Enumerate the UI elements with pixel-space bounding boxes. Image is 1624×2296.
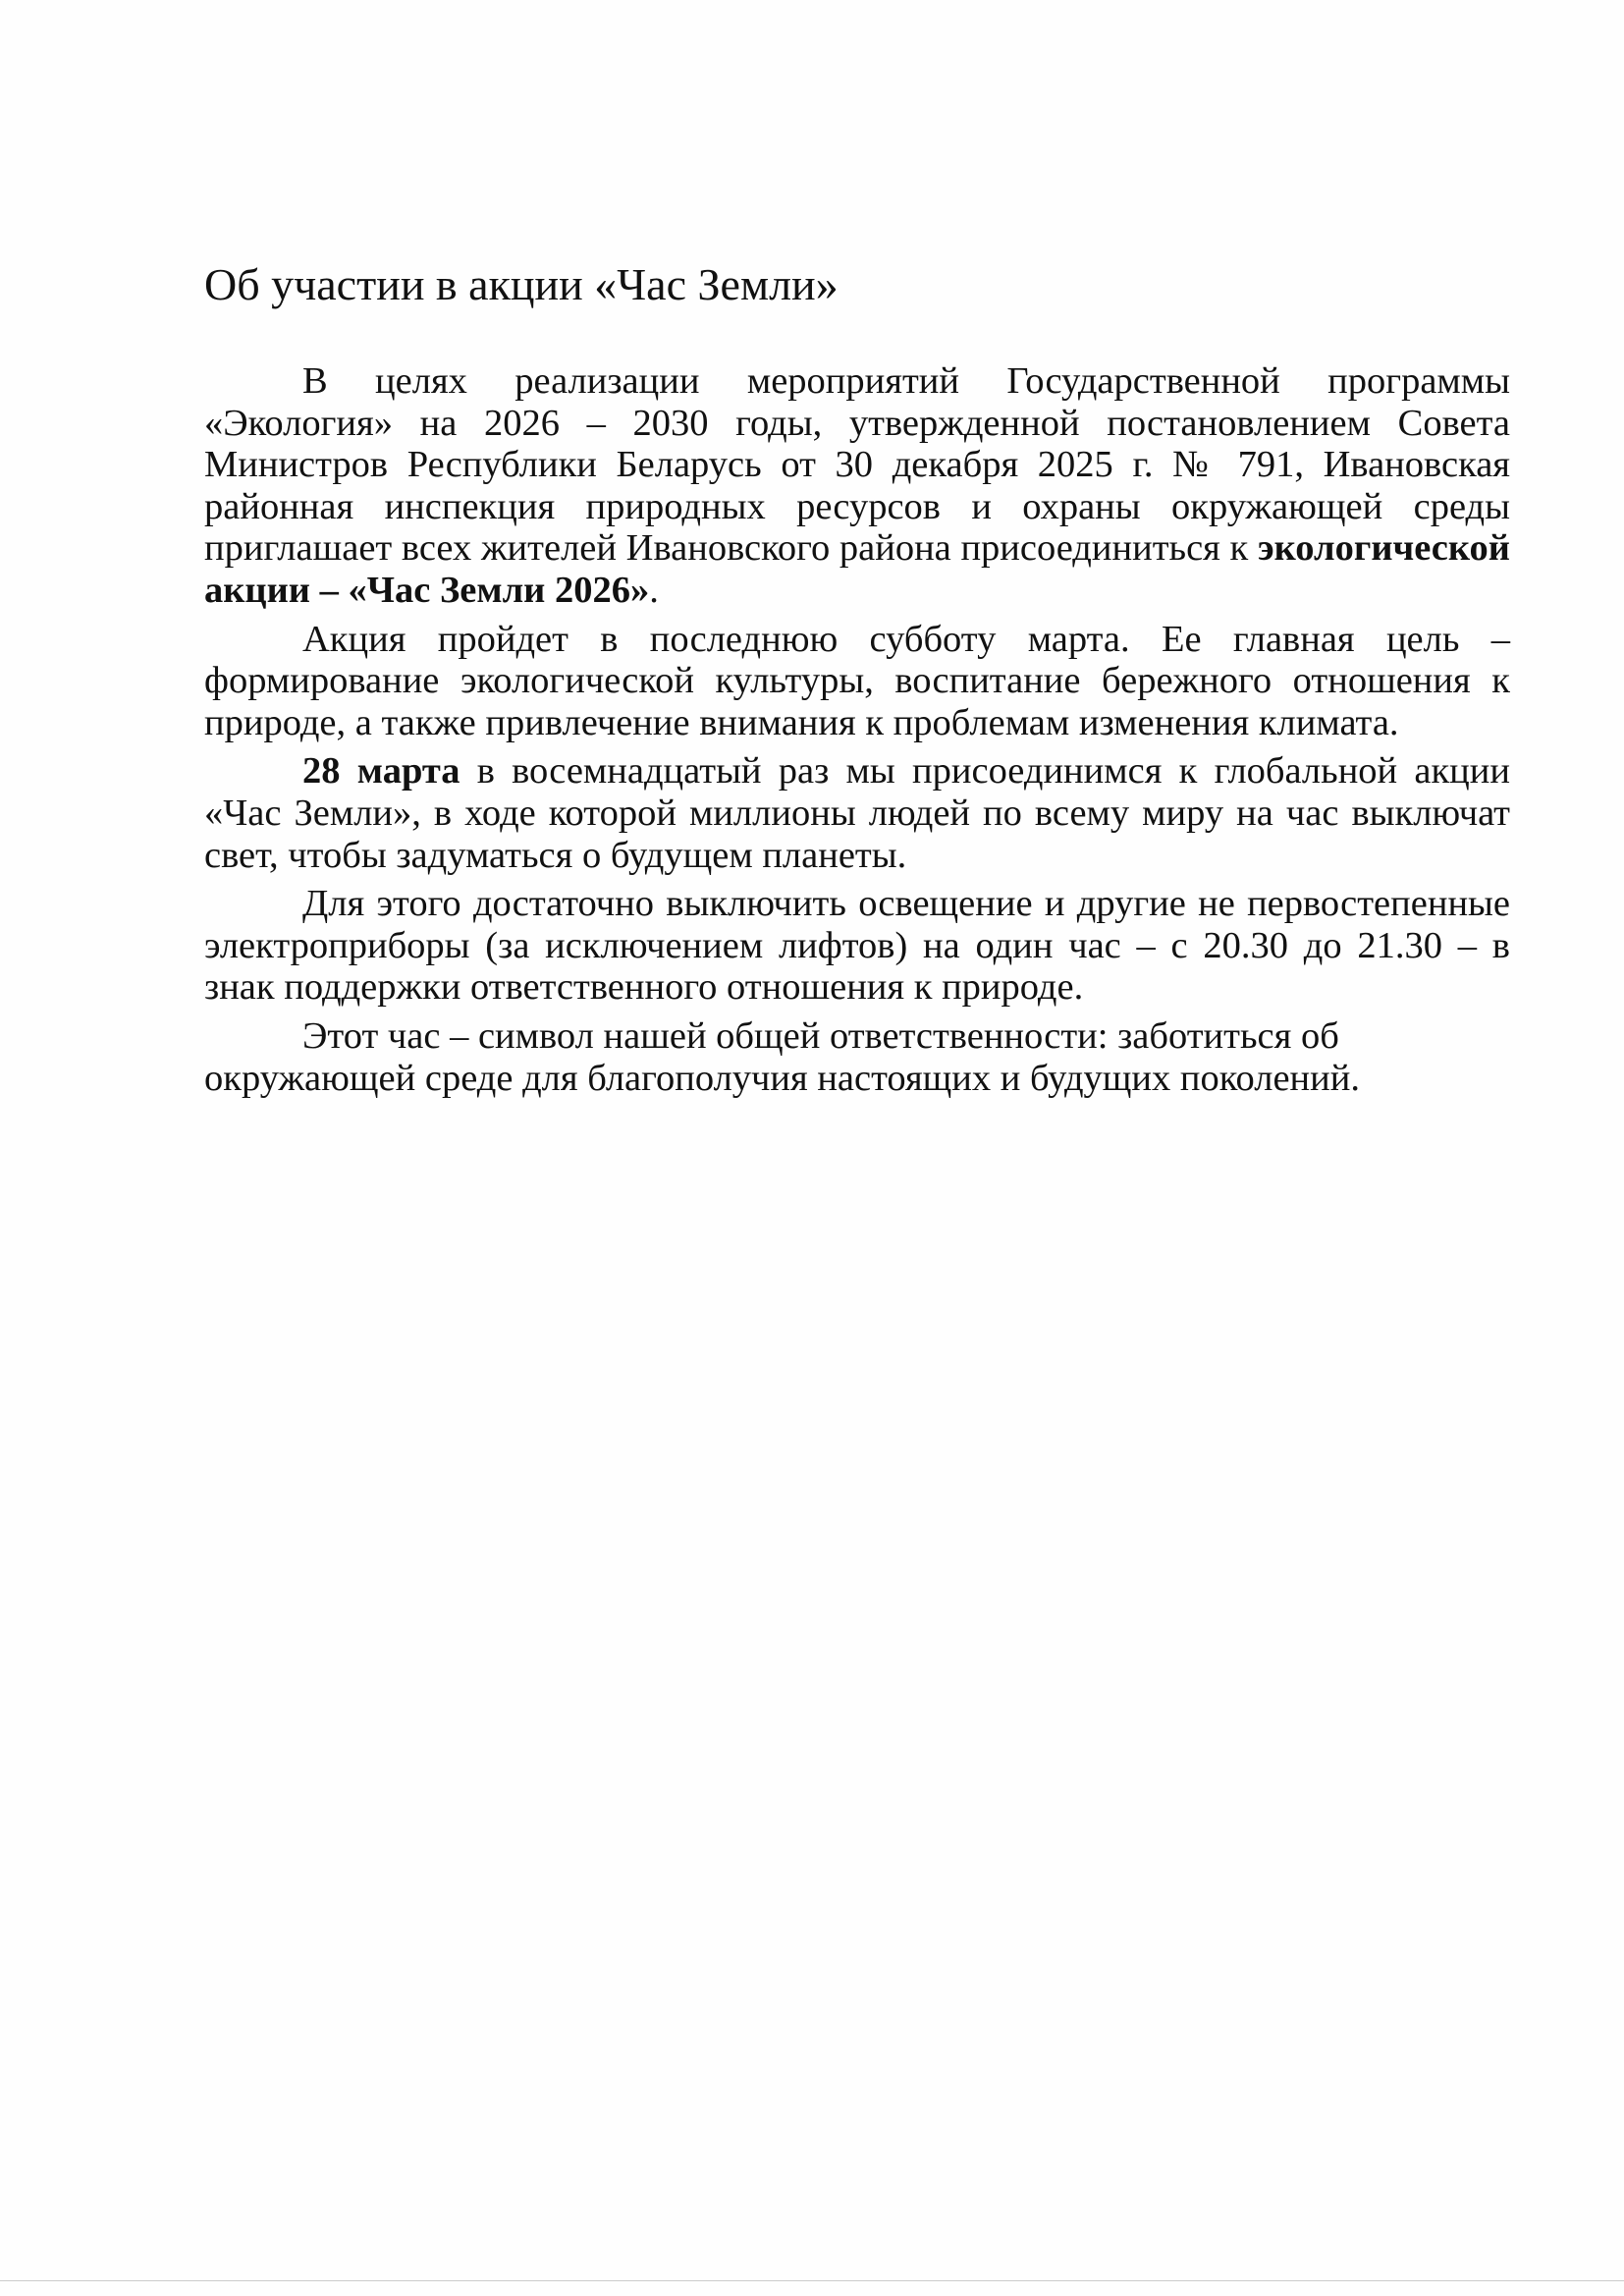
document-body: [204, 360, 1510, 1099]
paragraph-date: [204, 750, 1510, 876]
paragraph-instructions: [204, 883, 1510, 1009]
emphasis-date: 28 марта: [302, 750, 460, 793]
paragraph-text: Этот час – символ нашей общей ответственности: заботиться об окружающей среде для благополучия настоящих и будущих поколений.: [204, 1014, 1360, 1099]
paragraph-text: в восемнадцатый раз мы присоединимся к глобальной акции «Час Земли», в ходе которой миллионы людей по всему миру на час выключат свет, чтобы задуматься о будущем планеты.: [204, 750, 1510, 876]
scan-edge-line: [0, 2280, 1624, 2281]
paragraph-invitation: [204, 360, 1510, 612]
paragraph-text: Акция пройдет в последнюю субботу марта. Ее главная цель – формирование экологической культуры, воспитание бережного отношения к природе, а также привлечение внимания к проблемам изменения климата.: [204, 618, 1510, 743]
paragraph-closing: [204, 1015, 1510, 1099]
emphasis-action-name: экологической акции – «Час Земли 2026»: [204, 527, 1510, 611]
paragraph-goal: [204, 619, 1510, 744]
document-title: Об участии в акции «Час Земли»: [204, 259, 839, 309]
paragraph-text: В целях реализации мероприятий Государственной программы «Экология» на 2026 – 2030 годы, утвержденной постановлением Совета Министров Республики Беларусь от 30 декабря 2025 г. № 791, Ивановская районная инспекция природных ресурсов и охраны окружающей среды приглашает всех жителей Ивановского района присоединиться к: [204, 360, 1510, 570]
paragraph-text: Для этого достаточно выключить освещение и другие не первостепенные электроприборы (за исключением лифтов) на один час – с 20.30 до 21.30 – в знак поддержки ответственного отношения к природе.: [204, 883, 1510, 1009]
paragraph-text: .: [649, 569, 659, 611]
